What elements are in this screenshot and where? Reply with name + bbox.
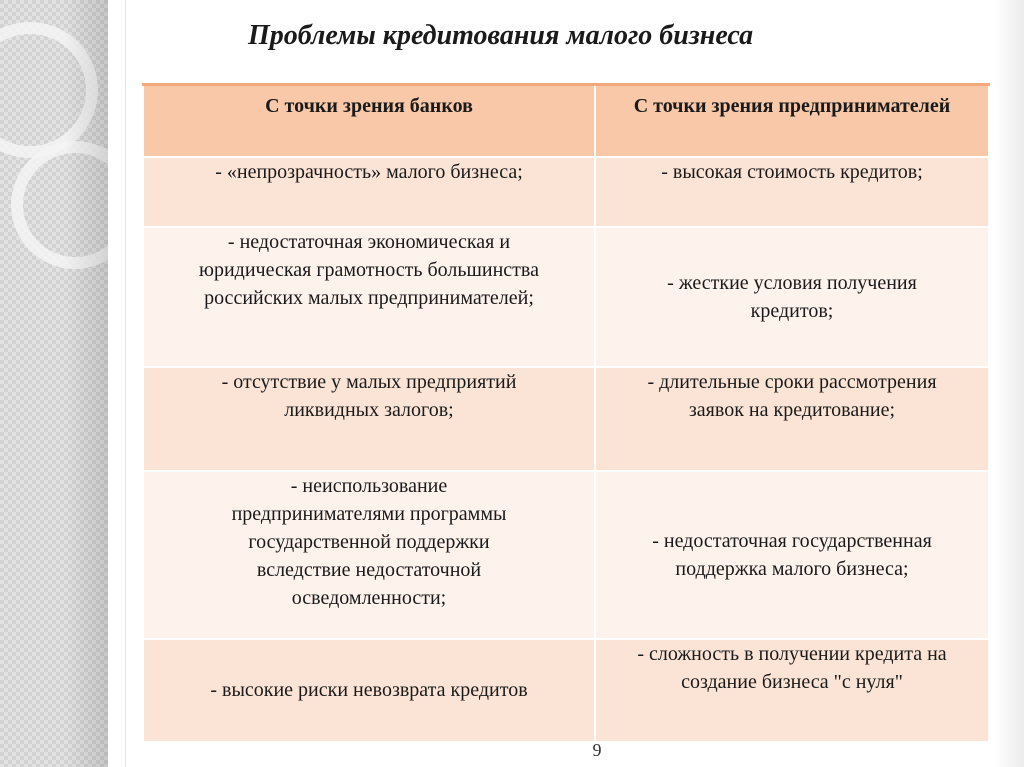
table-row xyxy=(143,367,989,471)
page-title: Проблемы кредитования малого бизнеса xyxy=(248,20,754,51)
table-row xyxy=(143,639,989,742)
cell-entrepreneurs: - длительные сроки рассмотрения заявок на кредитование; xyxy=(595,367,989,471)
header-entrepreneurs: С точки зрения предпринимателей xyxy=(595,85,989,157)
cell-entrepreneurs: - недостаточная государственная поддержка малого бизнеса; xyxy=(595,471,989,639)
cell-banks: - неиспользование предпринимателями программы государственной поддержки вследствие недостаточной осведомленности; xyxy=(143,471,595,639)
decorative-circles xyxy=(0,0,108,767)
cell-entrepreneurs: - сложность в получении кредита на создание бизнеса "с нуля" xyxy=(595,639,989,742)
page-number: 9 xyxy=(592,740,602,760)
cell-banks: - высокие риски невозврата кредитов xyxy=(143,639,595,742)
table-row xyxy=(143,227,989,367)
cell-entrepreneurs: - жесткие условия получения кредитов; xyxy=(595,227,989,367)
decorative-sidebar xyxy=(0,0,108,767)
problems-table xyxy=(142,83,990,743)
divider-line xyxy=(125,0,126,767)
cell-entrepreneurs: - высокая стоимость кредитов; xyxy=(595,157,989,227)
header-banks: С точки зрения банков xyxy=(143,85,595,157)
cell-banks: - недостаточная экономическая и юридическая грамотность большинства российских малых предпринимателей; xyxy=(143,227,595,367)
cell-banks: - отсутствие у малых предприятий ликвидных залогов; xyxy=(143,367,595,471)
table-row xyxy=(143,157,989,227)
cell-banks: - «непрозрачность» малого бизнеса; xyxy=(143,157,595,227)
right-edge-shade xyxy=(994,0,1024,767)
table-header-row xyxy=(143,85,989,157)
table-row xyxy=(143,471,989,639)
